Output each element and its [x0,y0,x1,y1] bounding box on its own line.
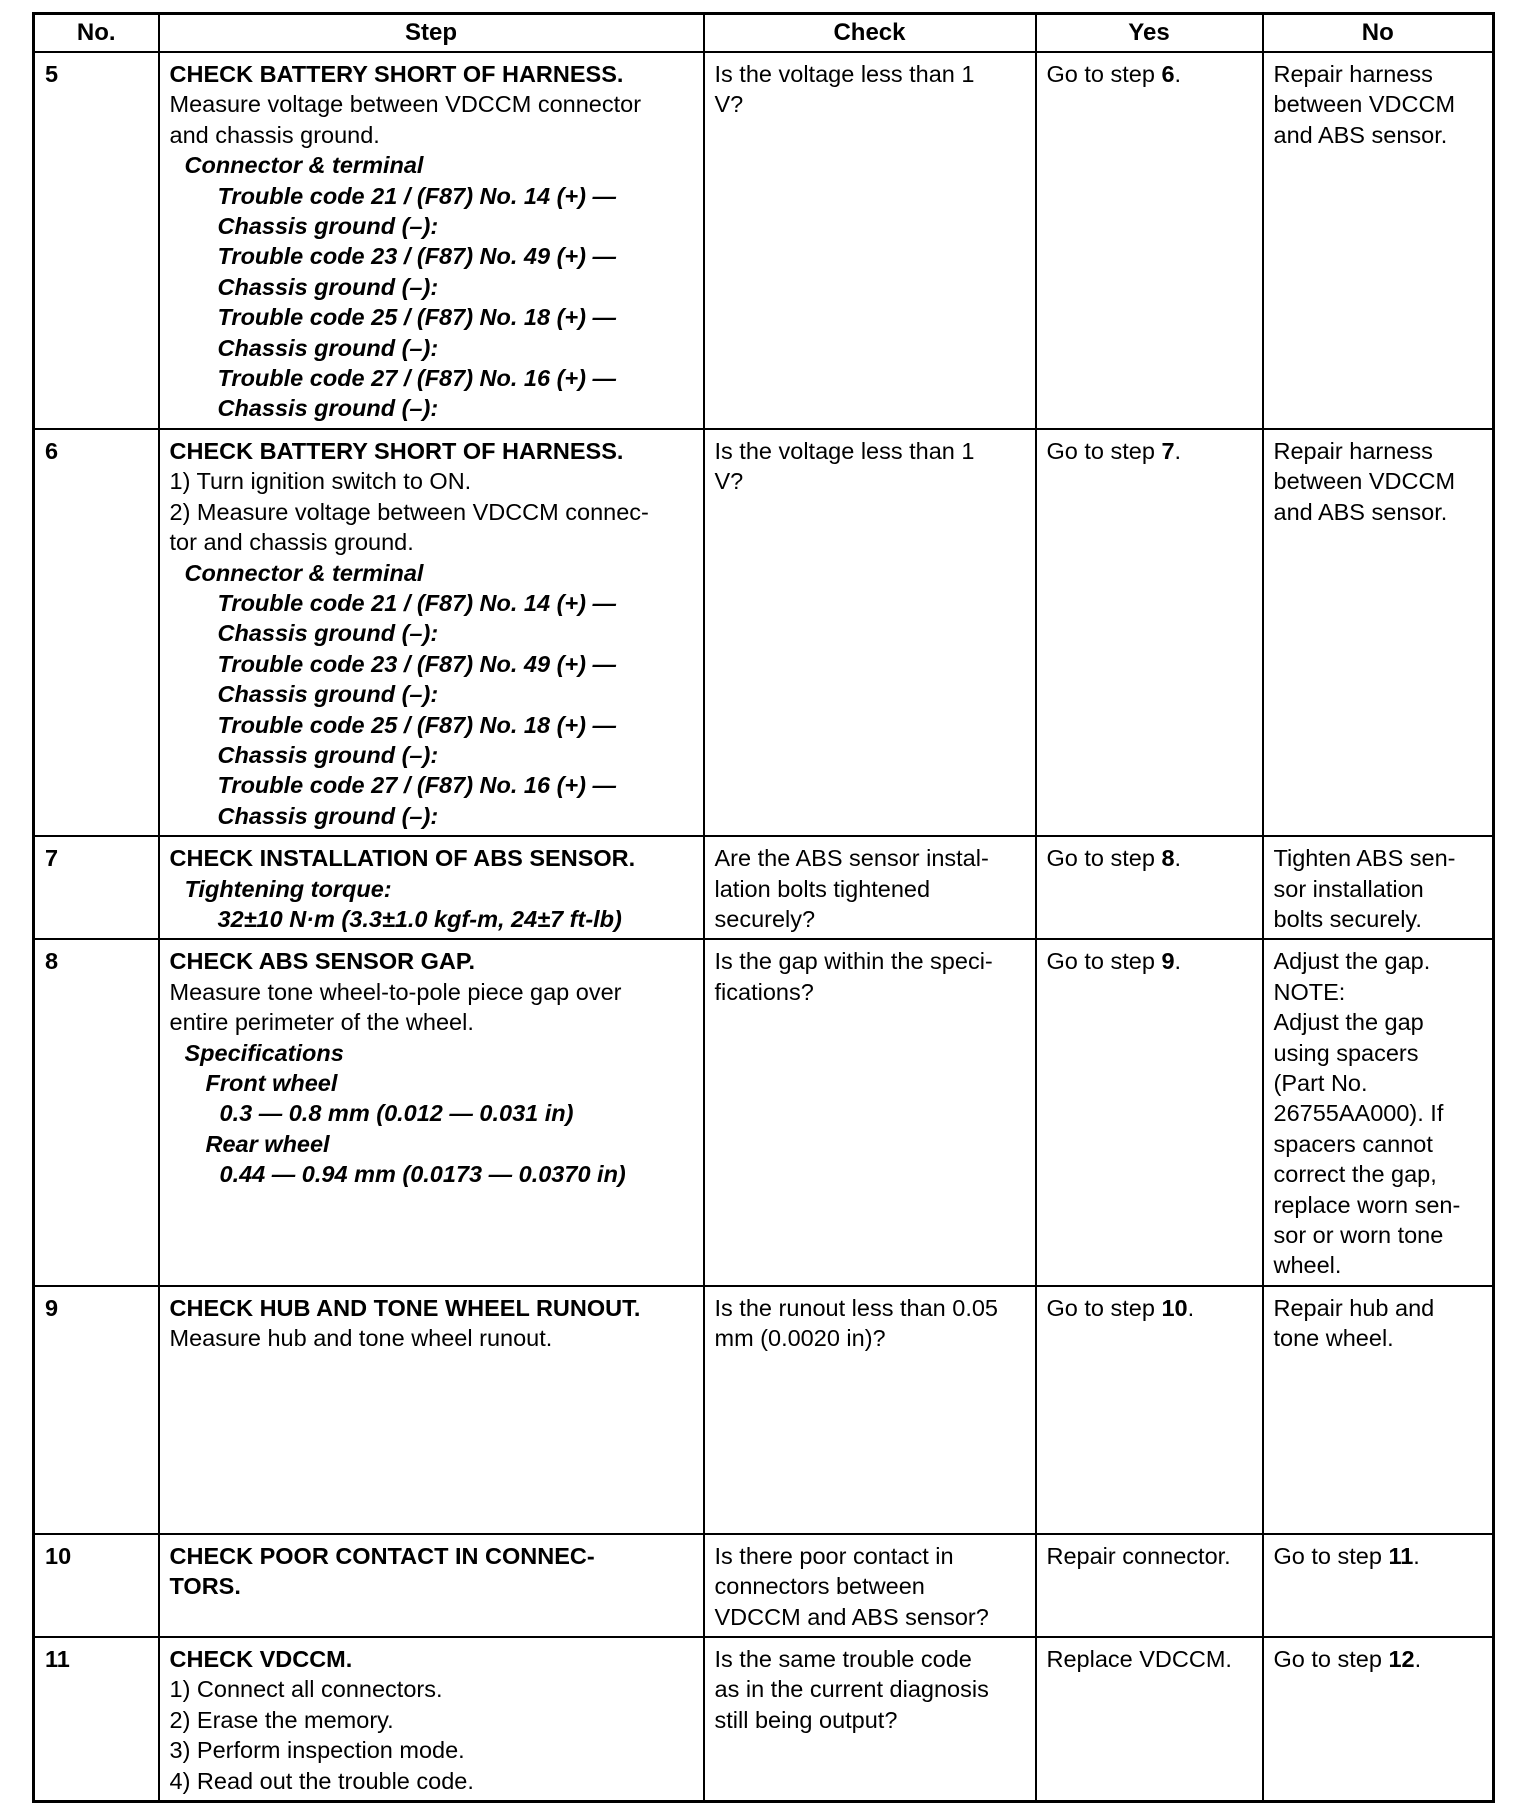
yes-cell [1036,1637,1263,1802]
terminal-line: Chassis ground (–): [217,741,439,768]
step-cell [159,429,704,836]
terminal-line: Trouble code 25 / (F87) No. 18 (+) — [217,304,617,331]
check-text: Is the runout less than 0.05 [714,1294,998,1321]
step-cell [159,1534,704,1637]
step-text: 1) Turn ignition switch to ON. [169,468,472,495]
yes-cell [1036,429,1263,836]
terminal-line: Trouble code 27 / (F87) No. 16 (+) — [217,365,617,392]
check-text: as in the current diagnosis [714,1676,989,1703]
diagnostic-table [32,12,1495,1803]
connector-heading: Connector & terminal [184,152,424,179]
yes-cell [1036,1286,1263,1534]
no-text: wheel. [1273,1252,1342,1279]
step-title: CHECK ABS SENSOR GAP. [169,948,476,975]
yes-period: . [1174,948,1182,975]
check-cell [704,836,1036,939]
yes-step-number: 7 [1161,437,1175,464]
torque-value: 32±10 N·m (3.3±1.0 kgf-m, 24±7 ft-lb) [217,905,622,932]
yes-period: . [1187,1294,1195,1321]
step-text: and chassis ground. [169,121,380,148]
header-no: No. [34,14,159,53]
connector-heading: Connector & terminal [184,559,424,586]
check-cell [704,1286,1036,1534]
step-text: tor and chassis ground. [169,529,414,556]
step-title: CHECK POOR CONTACT IN CONNEC- [169,1542,595,1569]
step-number: 8 [34,939,159,1285]
step-text: Measure tone wheel-to-pole piece gap over [169,978,622,1005]
no-cell [1263,1286,1494,1534]
step-text: entire perimeter of the wheel. [169,1009,474,1036]
step-cell [159,1286,704,1534]
no-text: Tighten ABS sen- [1273,845,1456,872]
step-title-continued: TORS. [169,1573,241,1600]
check-cell [704,52,1036,429]
header-step: Step [159,14,704,53]
no-text: correct the gap, [1273,1161,1437,1188]
table-row [34,429,1494,836]
no-text: Repair hub and [1273,1294,1435,1321]
yes-cell [1036,939,1263,1285]
no-text: using spacers [1273,1039,1419,1066]
table-row [34,1286,1494,1534]
table-row [34,1534,1494,1637]
no-text: 26755AA000). If [1273,1100,1444,1127]
check-text: still being output? [714,1706,898,1733]
no-step-number: 11 [1388,1542,1414,1569]
no-text: and ABS sensor. [1273,498,1448,525]
yes-step-number: 8 [1161,845,1175,872]
header-yes: Yes [1036,14,1263,53]
check-cell [704,429,1036,836]
front-wheel-label: Front wheel [205,1070,338,1096]
no-cell [1263,1534,1494,1637]
terminal-line: Trouble code 21 / (F87) No. 14 (+) — [217,589,617,616]
yes-period: . [1174,845,1182,872]
no-text: between VDCCM [1273,91,1456,118]
yes-step-number: 6 [1161,61,1175,87]
step-title: CHECK BATTERY SHORT OF HARNESS. [169,437,624,464]
no-text: bolts securely. [1273,905,1422,932]
yes-period: . [1174,61,1182,87]
no-text: between VDCCM [1273,468,1456,495]
check-text: connectors between [714,1573,925,1600]
check-cell [704,1534,1036,1637]
yes-text: Go to step [1046,61,1162,87]
check-cell [704,1637,1036,1802]
step-text: Measure voltage between VDCCM connector [169,91,642,118]
no-step-number: 12 [1388,1646,1415,1673]
terminal-line: Trouble code 25 / (F87) No. 18 (+) — [217,711,617,738]
no-text: replace worn sen- [1273,1191,1461,1218]
yes-text: Repair connector. [1046,1542,1231,1569]
yes-text: Go to step [1046,845,1162,872]
rear-wheel-value: 0.44 — 0.94 mm (0.0173 — 0.0370 in) [219,1161,626,1188]
check-text: fications? [714,978,814,1005]
table-row [34,939,1494,1285]
torque-heading: Tightening torque: [184,875,392,902]
step-title: CHECK VDCCM. [169,1646,353,1673]
no-text: sor installation [1273,875,1424,902]
front-wheel-value: 0.3 — 0.8 mm (0.012 — 0.031 in) [219,1100,574,1127]
check-text: VDCCM and ABS sensor? [714,1603,989,1630]
yes-step-number: 9 [1161,948,1175,975]
no-text: Go to step [1273,1646,1389,1673]
no-text: Go to step [1273,1542,1389,1569]
yes-period: . [1174,437,1182,464]
step-cell [159,1637,704,1802]
step-cell [159,939,704,1285]
no-text: Repair harness [1273,61,1433,87]
table-row [34,836,1494,939]
check-text: securely? [714,905,816,932]
step-number: 7 [34,836,159,939]
check-text: Is there poor contact in [714,1542,954,1569]
table-row [34,1637,1494,1802]
no-text: Adjust the gap. [1273,948,1431,975]
no-cell [1263,429,1494,836]
terminal-line: Trouble code 21 / (F87) No. 14 (+) — [217,182,617,209]
terminal-line: Trouble code 23 / (F87) No. 49 (+) — [217,650,617,677]
no-text: sor or worn tone [1273,1222,1444,1249]
no-text: spacers cannot [1273,1130,1433,1157]
check-text: Is the same trouble code [714,1646,972,1673]
step-text: 2) Erase the memory. [169,1706,394,1733]
no-text: (Part No. [1273,1070,1368,1096]
step-title: CHECK HUB AND TONE WHEEL RUNOUT. [169,1294,641,1321]
yes-text: Go to step [1046,437,1162,464]
check-text: V? [714,468,744,495]
no-cell [1263,52,1494,429]
check-cell [704,939,1036,1285]
specifications-heading: Specifications [184,1039,344,1066]
yes-text: Go to step [1046,948,1162,975]
check-text: Are the ABS sensor instal- [714,845,989,872]
step-number: 6 [34,429,159,836]
yes-text: Go to step [1046,1294,1162,1321]
table-row [34,52,1494,429]
header-check: Check [704,14,1036,53]
terminal-line: Chassis ground (–): [217,681,439,708]
step-cell [159,52,704,429]
terminal-line: Trouble code 23 / (F87) No. 49 (+) — [217,243,617,270]
step-text: 1) Connect all connectors. [169,1676,443,1703]
rear-wheel-label: Rear wheel [205,1130,330,1157]
terminal-line: Trouble code 27 / (F87) No. 16 (+) — [217,772,617,799]
terminal-line: Chassis ground (–): [217,620,439,647]
no-period: . [1414,1646,1422,1673]
step-number: 11 [34,1637,159,1802]
step-number: 9 [34,1286,159,1534]
no-cell [1263,939,1494,1285]
no-text: tone wheel. [1273,1325,1394,1352]
check-text: Is the voltage less than 1 [714,61,975,87]
header-no-result: No [1263,14,1494,53]
step-title: CHECK INSTALLATION OF ABS SENSOR. [169,845,636,872]
no-cell [1263,836,1494,939]
terminal-line: Chassis ground (–): [217,395,439,422]
no-text: NOTE: [1273,978,1346,1005]
yes-step-number: 10 [1161,1294,1188,1321]
check-text: mm (0.0020 in)? [714,1325,886,1352]
step-text: 4) Read out the trouble code. [169,1767,474,1794]
check-text: lation bolts tightened [714,875,931,902]
yes-cell [1036,836,1263,939]
check-text: V? [714,91,744,118]
step-number: 5 [34,52,159,429]
no-cell [1263,1637,1494,1802]
step-cell [159,836,704,939]
terminal-line: Chassis ground (–): [217,334,439,361]
yes-cell [1036,1534,1263,1637]
check-text: Is the voltage less than 1 [714,437,975,464]
terminal-line: Chassis ground (–): [217,802,439,829]
terminal-line: Chassis ground (–): [217,213,439,240]
yes-text: Replace VDCCM. [1046,1646,1232,1673]
no-text: and ABS sensor. [1273,121,1448,148]
header-row [34,14,1494,53]
no-text: Adjust the gap [1273,1009,1424,1036]
step-text: Measure hub and tone wheel runout. [169,1325,553,1352]
check-text: Is the gap within the speci- [714,948,993,975]
no-period: . [1413,1542,1420,1569]
step-title: CHECK BATTERY SHORT OF HARNESS. [169,61,624,87]
step-text: 3) Perform inspection mode. [169,1737,465,1764]
step-text: 2) Measure voltage between VDCCM connec- [169,498,649,525]
terminal-line: Chassis ground (–): [217,273,439,300]
no-text: Repair harness [1273,437,1433,464]
yes-cell [1036,52,1263,429]
step-number: 10 [34,1534,159,1637]
